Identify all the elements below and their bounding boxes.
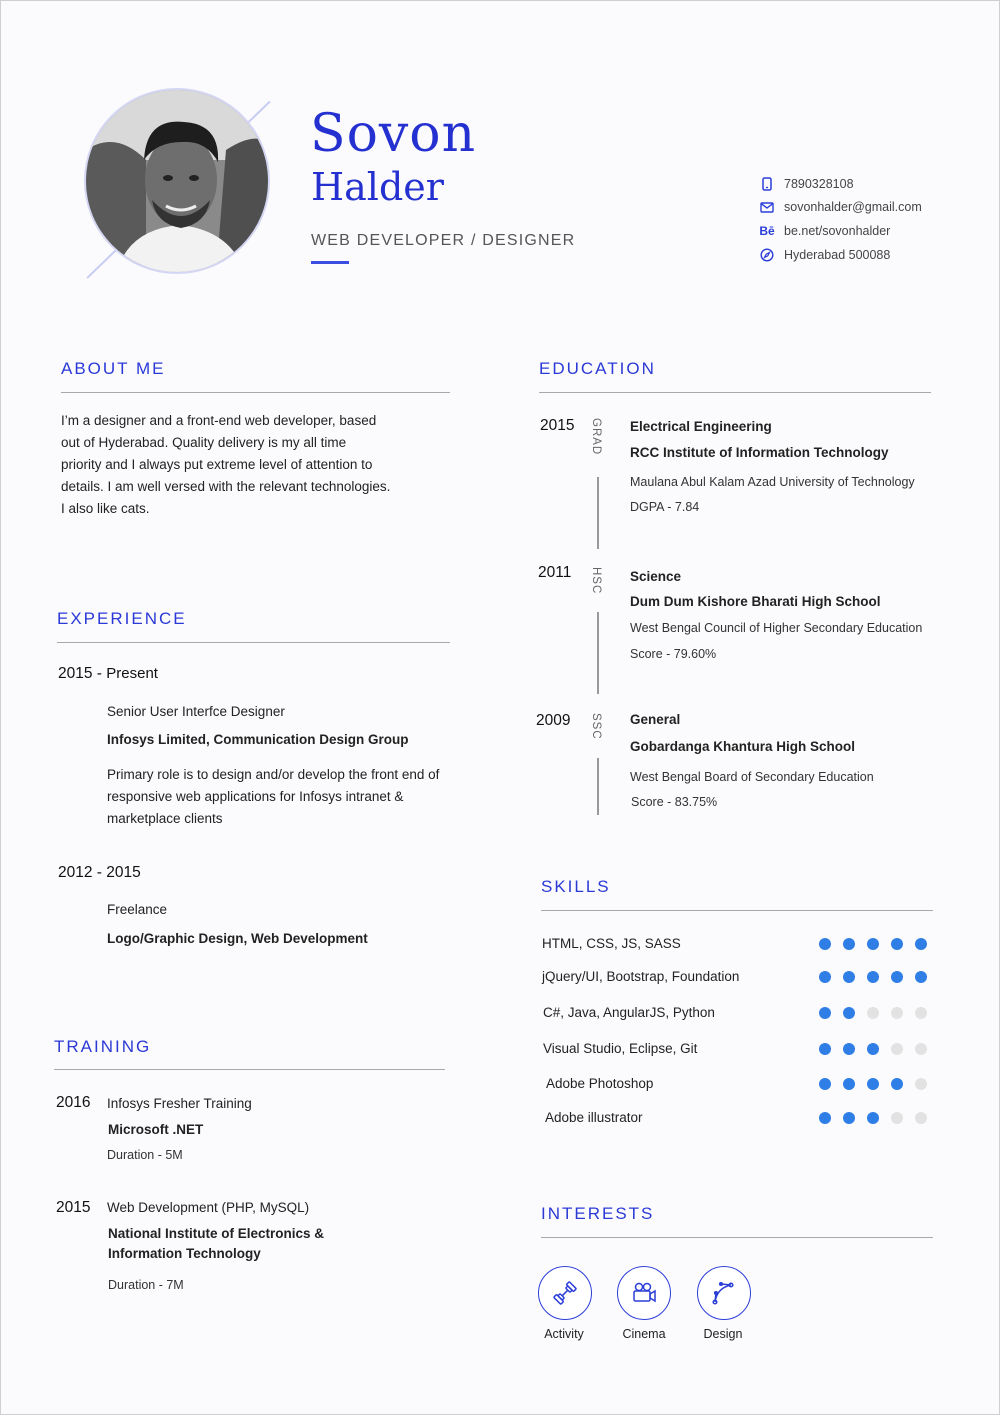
rating-dot-filled bbox=[819, 938, 831, 950]
experience-company: Logo/Graphic Design, Web Development bbox=[107, 931, 368, 946]
rating-dot-empty bbox=[915, 1078, 927, 1090]
skill-name: Adobe illustrator bbox=[545, 1110, 643, 1125]
rating-dot-empty bbox=[891, 1007, 903, 1019]
rating-dot-filled bbox=[819, 1078, 831, 1090]
rating-dot-filled bbox=[867, 1112, 879, 1124]
training-subject: Microsoft .NET bbox=[108, 1122, 204, 1137]
rating-dot-filled bbox=[843, 1007, 855, 1019]
skill-rating bbox=[819, 938, 927, 950]
training-divider bbox=[54, 1069, 445, 1070]
rating-dot-filled bbox=[867, 938, 879, 950]
training-year: 2015 bbox=[56, 1199, 91, 1216]
education-score: DGPA - 7.84 bbox=[630, 500, 700, 514]
rating-dot-filled bbox=[915, 971, 927, 983]
education-level: HSC bbox=[590, 567, 602, 595]
about-heading: ABOUT ME bbox=[61, 359, 166, 378]
training-heading: TRAINING bbox=[54, 1037, 152, 1056]
education-board: West Bengal Board of Secondary Education bbox=[630, 770, 874, 784]
education-divider bbox=[539, 392, 931, 393]
rating-dot-filled bbox=[867, 1078, 879, 1090]
skills-heading: SKILLS bbox=[541, 877, 611, 896]
period-end: Present bbox=[106, 665, 158, 682]
contact-location bbox=[759, 246, 890, 264]
skill-name: jQuery/UI, Bootstrap, Foundation bbox=[542, 969, 740, 984]
education-field: General bbox=[630, 712, 681, 727]
education-board: West Bengal Council of Higher Secondary Education bbox=[630, 621, 923, 635]
skill-name: C#, Java, AngularJS, Python bbox=[543, 1005, 715, 1020]
compass-icon bbox=[759, 247, 775, 263]
contact-phone bbox=[759, 175, 854, 193]
skill-rating bbox=[819, 1112, 927, 1124]
education-heading: EDUCATION bbox=[539, 359, 656, 378]
rating-dot-filled bbox=[843, 971, 855, 983]
phone-text: 7890328108 bbox=[784, 177, 854, 191]
rating-dot-filled bbox=[867, 971, 879, 983]
skill-rating bbox=[819, 1043, 927, 1055]
education-level: GRAD bbox=[590, 418, 602, 456]
interest-label: Cinema bbox=[622, 1327, 666, 1341]
bezier-pen-icon bbox=[709, 1278, 739, 1308]
profile-photo bbox=[84, 88, 270, 274]
about-line: I’m a designer and a front-end web developer, based bbox=[61, 413, 377, 428]
interest-design bbox=[697, 1266, 751, 1320]
rating-dot-empty bbox=[891, 1043, 903, 1055]
skill-rating bbox=[819, 1007, 927, 1019]
education-year: 2011 bbox=[538, 564, 572, 581]
experience-period: 2015 - Present bbox=[58, 665, 158, 682]
about-text bbox=[61, 410, 390, 520]
skill-rating bbox=[819, 971, 927, 983]
rating-dot-empty bbox=[867, 1007, 879, 1019]
interests-heading: INTERESTS bbox=[541, 1204, 655, 1223]
behance-text[interactable]: be.net/sovonhalder bbox=[784, 224, 891, 238]
description-line: Primary role is to design and/or develop the front end of bbox=[107, 767, 440, 782]
education-school: Gobardanga Khantura High School bbox=[630, 739, 856, 754]
rating-dot-filled bbox=[843, 938, 855, 950]
rating-dot-empty bbox=[915, 1043, 927, 1055]
first-name: Sovon bbox=[310, 104, 477, 164]
education-year: 2015 bbox=[540, 417, 575, 434]
experience-description bbox=[107, 764, 439, 830]
period-start: 2015 bbox=[58, 665, 93, 682]
description-line: marketplace clients bbox=[107, 811, 223, 826]
experience-position: Senior User Interfce Designer bbox=[107, 704, 285, 719]
education-board: Maulana Abul Kalam Azad University of Technology bbox=[630, 475, 915, 489]
period-end: 2015 bbox=[106, 864, 141, 881]
rating-dot-filled bbox=[843, 1078, 855, 1090]
education-field: Science bbox=[630, 569, 682, 584]
about-divider bbox=[61, 392, 450, 393]
training-institute bbox=[108, 1224, 324, 1264]
about-line: details. I am well versed with the relevant technologies. bbox=[61, 479, 391, 494]
timeline-line bbox=[597, 758, 599, 815]
rating-dot-filled bbox=[891, 971, 903, 983]
period-start: 2012 bbox=[58, 864, 93, 881]
training-year: 2016 bbox=[56, 1094, 91, 1111]
training-duration: Duration - 7M bbox=[108, 1278, 184, 1292]
education-school: Dum Dum Kishore Bharati High School bbox=[630, 594, 881, 609]
rating-dot-filled bbox=[819, 1043, 831, 1055]
timeline-line bbox=[597, 477, 599, 549]
education-score: Score - 79.60% bbox=[630, 647, 717, 661]
institute-line: Information Technology bbox=[108, 1246, 261, 1261]
rating-dot-filled bbox=[891, 938, 903, 950]
experience-period: 2012 - 2015 bbox=[58, 864, 141, 881]
education-year: 2009 bbox=[536, 712, 571, 729]
contact-behance[interactable] bbox=[759, 222, 890, 240]
skill-name: Visual Studio, Eclipse, Git bbox=[543, 1041, 698, 1056]
contact-email[interactable] bbox=[759, 198, 922, 216]
rating-dot-filled bbox=[843, 1043, 855, 1055]
rating-dot-filled bbox=[915, 938, 927, 950]
interest-cinema bbox=[617, 1266, 671, 1320]
about-line: I also like cats. bbox=[61, 501, 150, 516]
rating-dot-filled bbox=[843, 1112, 855, 1124]
training-name: Web Development (PHP, MySQL) bbox=[107, 1200, 310, 1215]
training-duration: Duration - 5M bbox=[107, 1148, 183, 1162]
rating-dot-filled bbox=[891, 1078, 903, 1090]
phone-icon bbox=[759, 176, 775, 192]
skill-name: Adobe Photoshop bbox=[546, 1076, 654, 1091]
interest-activity bbox=[538, 1266, 592, 1320]
interest-label: Activity bbox=[544, 1327, 584, 1341]
interests-divider bbox=[541, 1237, 933, 1238]
job-title: WEB DEVELOPER / DESIGNER bbox=[311, 232, 576, 249]
location-text: Hyderabad 500088 bbox=[784, 248, 891, 262]
education-level: SSC bbox=[590, 713, 602, 740]
rating-dot-empty bbox=[915, 1007, 927, 1019]
movie-camera-icon bbox=[629, 1278, 659, 1308]
institute-line: National Institute of Electronics & bbox=[108, 1226, 325, 1241]
experience-heading: EXPERIENCE bbox=[57, 609, 187, 628]
rating-dot-empty bbox=[915, 1112, 927, 1124]
experience-position: Freelance bbox=[107, 902, 168, 917]
skill-name: HTML, CSS, JS, SASS bbox=[542, 936, 681, 951]
email-text[interactable]: sovonhalder@gmail.com bbox=[784, 200, 922, 214]
education-field: Electrical Engineering bbox=[630, 419, 772, 434]
rating-dot-filled bbox=[819, 1007, 831, 1019]
mail-icon bbox=[759, 199, 775, 215]
rating-dot-empty bbox=[891, 1112, 903, 1124]
behance-icon: Bē bbox=[759, 224, 775, 238]
last-name: Halder bbox=[311, 165, 444, 209]
timeline-line bbox=[597, 612, 599, 694]
education-school: RCC Institute of Information Technology bbox=[630, 445, 889, 460]
about-line: priority and I always put extreme level of attention to bbox=[61, 457, 373, 472]
experience-divider bbox=[57, 642, 450, 643]
training-name: Infosys Fresher Training bbox=[107, 1096, 252, 1111]
title-underline bbox=[311, 261, 349, 264]
education-score: Score - 83.75% bbox=[631, 795, 718, 809]
interest-label: Design bbox=[703, 1327, 743, 1341]
description-line: responsive web applications for Infosys intranet & bbox=[107, 789, 404, 804]
experience-company: Infosys Limited, Communication Design Group bbox=[107, 732, 409, 747]
rating-dot-filled bbox=[819, 1112, 831, 1124]
about-line: out of Hyderabad. Quality delivery is my all time bbox=[61, 435, 347, 450]
dumbbell-icon bbox=[550, 1278, 580, 1308]
skill-rating bbox=[819, 1078, 927, 1090]
skills-divider bbox=[541, 910, 933, 911]
rating-dot-filled bbox=[867, 1043, 879, 1055]
rating-dot-filled bbox=[819, 971, 831, 983]
